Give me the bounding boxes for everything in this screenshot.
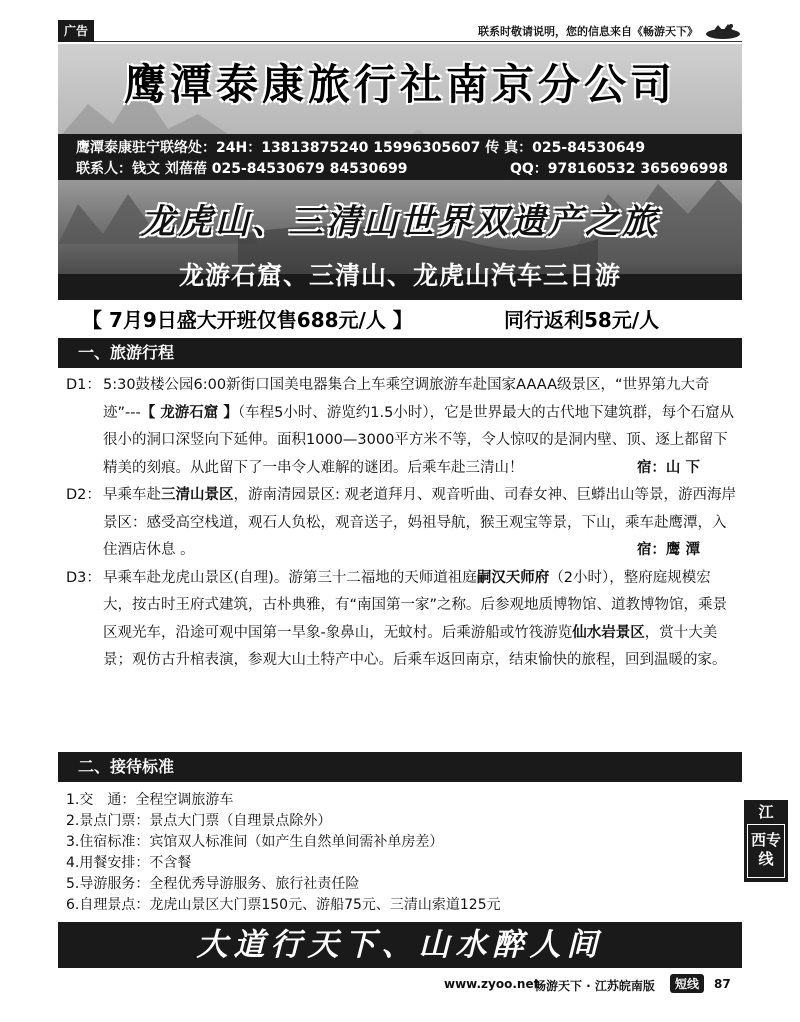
banner: [58, 44, 742, 334]
contact-line-2: 联系人：钱文 刘蓓蓓 025-84530679 84530699: [76, 161, 408, 177]
day-stay: 宿：鹰 潭: [636, 542, 700, 558]
day-text: ，赏十大美景；观仿古升棺表演，参观大山土特产中心。后乘车返回南京，结束愉快的旅程，回到温暖的家。: [103, 624, 727, 668]
price-offer: 【 7月9日盛大开班仅售688元/人 】: [82, 308, 413, 332]
day-highlight: 嗣汉天师府: [476, 569, 550, 586]
standards-item: 6.自理景点：龙虎山景区大门票150元、游船75元、三清山索道125元: [66, 897, 501, 913]
footer-tag: 短线: [670, 974, 704, 993]
standards-item: 4.用餐安排：不含餐: [66, 855, 192, 871]
section-itinerary-heading: 一、旅游行程: [58, 338, 742, 368]
side-tab-line-1: 江: [758, 803, 774, 821]
price-row: [58, 300, 742, 334]
day-highlight: 【 龙游石窟 】: [140, 404, 238, 421]
standards-item: 5.导游服务：全程优秀导游服务、旅行社责任险: [66, 876, 360, 892]
day-text: 早乘车赴: [103, 487, 161, 503]
day-label: D3：: [66, 569, 101, 586]
price-rebate: 同行返利58元/人: [504, 308, 660, 332]
side-tab-jiangxi: [744, 800, 788, 882]
side-tab-line-2: 西专线: [747, 824, 785, 878]
day-stay: 宿：山 下: [636, 459, 700, 476]
standards-item: 3.住宿标准：宾馆双人标准间（如产生自然单间需补单房差）: [66, 834, 444, 850]
day-text: 5:30鼓楼公园6:00新街口国美电器集合上车乘空调旅游车赴国家AAAA级景区，“世界第九大奇迹”---: [103, 377, 710, 421]
footer: [58, 972, 742, 996]
itinerary: [66, 372, 736, 675]
contact-strip: [58, 134, 742, 180]
tour-title: 龙虎山、三清山世界双遗产之旅: [141, 202, 659, 242]
itinerary-day-3: [66, 565, 736, 675]
slogan-bar: 大道行天下、山水醉人间: [58, 922, 742, 968]
day-label: D2：: [66, 487, 101, 503]
itinerary-day-2: [66, 482, 736, 565]
day-text: ，游南清园景区: 观老道拜月、观音听曲、司春女神、巨蟒出山等景，游西海岸景区：感受高空栈道，观石人负松，观音送子，妈祖导航，猴王观宝等景，下山，乘车赴鹰潭，入住酒店休息 。: [103, 487, 736, 558]
ad-tag: 广告: [58, 20, 94, 42]
standards-item: 1.交 通：全程空调旅游车: [66, 792, 234, 808]
footer-publication: 畅游天下 · 江苏皖南版: [534, 979, 655, 993]
day-highlight: 仙水岩景区: [572, 624, 645, 641]
page-number: 87: [714, 977, 731, 991]
contact-line-1: 鹰潭泰康驻宁联络处：24H：13813875240 15996305607 传 真：025-84530649: [76, 140, 646, 156]
day-text: 早乘车赴龙虎山景区(自理)。游第三十二福地的天师道祖庭: [103, 569, 477, 586]
company-name: 鹰潭泰康旅行社南京分公司: [123, 60, 676, 109]
standards-list: [66, 790, 726, 916]
top-bar: [58, 20, 742, 42]
itinerary-day-1: [66, 372, 736, 482]
day-label: D1：: [66, 377, 101, 393]
day-text: （2小时），整府庭规模宏大，按古时王府式建筑，古朴典雅，有“南国第一家”之称。后参观地质博物馆、道教博物馆，乘景区观光车，沿途可观中国第一旱象-象鼻山，无蚊村。后乘游船或竹筏游览: [103, 569, 728, 641]
section-standards-heading: 二、接待标准: [58, 752, 742, 782]
header-note: 联系时敬请说明，您的信息来自《畅游天下》: [478, 25, 698, 38]
day-text: （车程5小时、游览约1.5小时），它是世界最大的古代地下建筑群，每个石窟从很小的洞口深竖向下延伸。面积1000—3000平方米不等，令人惊叹的是洞内壁、顶、逐上都留下精美的刻痕。从此留下了一串令人难解的谜团。后乘车赴三清山！: [103, 404, 735, 476]
day-highlight: 三清山景区: [161, 487, 234, 503]
qq-numbers: QQ：978160532 365696998: [510, 161, 729, 177]
tour-subtitle: 龙游石窟、三清山、龙虎山汽车三日游: [178, 261, 621, 290]
standards-item: 2.景点门票：景点大门票（自理景点除外）: [66, 813, 332, 829]
footer-url[interactable]: www.zyoo.net: [444, 977, 540, 991]
magazine-logo-icon: [704, 21, 742, 41]
